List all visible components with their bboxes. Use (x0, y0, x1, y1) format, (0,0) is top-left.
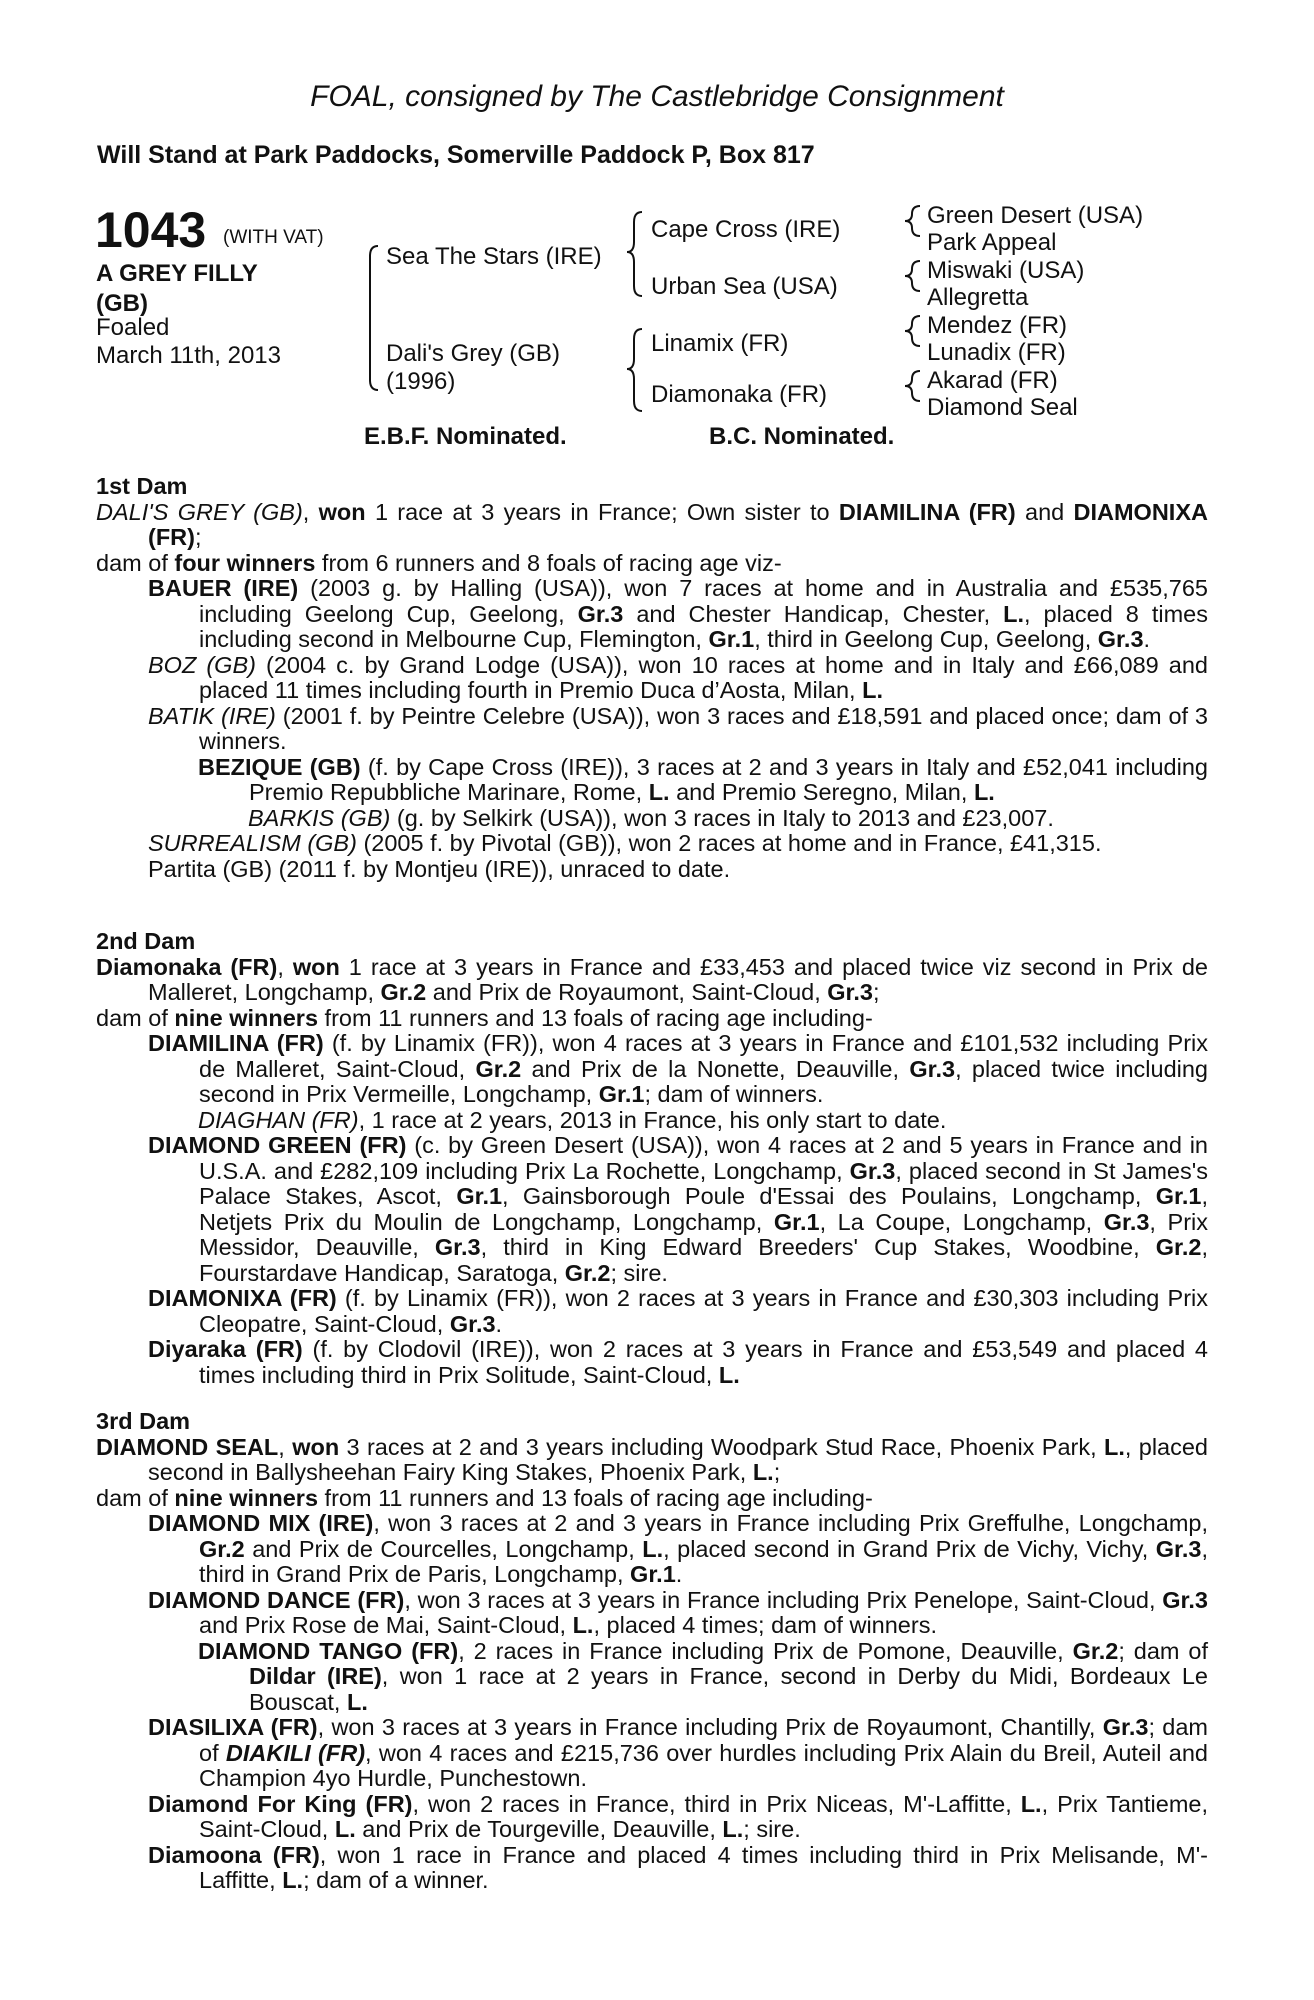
produce-surrealism: SURREALISM (GB) (2005 f. by Pivotal (GB)), won 2 races at home and in France, £41,315. (148, 830, 1102, 856)
brace-gen3-2 (905, 261, 920, 291)
first-dam-summary: DALI'S GREY (GB), won 1 race at 3 years in France; Own sister to DIAMILINA (FR) and DIAMONIXA (FR); (96, 498, 1208, 550)
second-dam-summary: Diamonaka (FR), won 1 race at 3 years in France and £33,453 and placed twice viz second in Prix de Malleret, Longchamp, Gr.2 and Prix de Royaumont, Saint-Cloud, Gr.3; (96, 953, 1209, 1005)
brace-gen2-top (627, 212, 642, 296)
produce-barkis: BARKIS (GB) (g. by Selkirk (USA)), won 3 races in Italy to 2013 and £23,007. (248, 804, 1054, 831)
produce-diamond-tango: DIAMOND TANGO (FR), 2 races in France including Prix de Pomone, Deauville, Gr.2; dam of Dildar (IRE), won 1 race at 2 years in France, second in Derby du Midi, Bordeaux Le Bouscat, L. (198, 1637, 1209, 1715)
dam-name: Dali's Grey (GB) (386, 340, 560, 367)
ancestor-3: Miswaki (USA) (927, 257, 1085, 284)
produce-batik: BATIK (IRE) (2001 f. by Peintre Celebre (USA)), won 3 races and £18,591 and placed once; dam of 3 winners. (148, 702, 1208, 754)
bc-nominated: B.C. Nominated. (709, 423, 895, 450)
second-dam-section (96, 929, 1208, 1388)
produce-diasilixa: DIASILIXA (FR), won 3 races at 3 years in France including Prix de Royaumont, Chantilly, Gr.3; dam of DIAKILI (FR), won 4 races and £215,736 over hurdles including Prix Alain du Breil, Auteil and Champion 4yo Hurdle, Punchestown. (148, 1714, 1208, 1791)
first-dam-section (96, 474, 1208, 882)
produce-diamonixa: DIAMONIXA (FR) (f. by Linamix (FR)), won 2 races at 3 years in France and £30,303 including Prix Cleopatre, Saint-Cloud, Gr.3. (148, 1285, 1208, 1337)
second-dam-produce-summary: dam of nine winners from 11 runners and 13 foals of racing age including- (96, 1004, 873, 1031)
third-dam-heading: 3rd Dam (96, 1408, 191, 1434)
dam-dam: Diamonaka (FR) (651, 381, 828, 408)
third-dam-section (96, 1409, 1208, 1894)
produce-bauer: BAUER (IRE) (2003 g. by Halling (USA)), won 7 races at home and in Australia and £535,765 including Geelong Cup, Geelong, Gr.3 and Chester Handicap, Chester, L., placed 8 times including second in Melbourne Cup, Flemington, Gr.1, third in Geelong Cup, Geelong, Gr.3. (148, 575, 1208, 652)
dam-year: (1996) (386, 368, 456, 395)
produce-diamond-mix: DIAMOND MIX (IRE), won 3 races at 2 and 3 years in France including Prix Greffulhe, Longchamp, Gr.2 and Prix de Courcelles, Longchamp, L., placed second in Grand Prix de Vichy, Vichy, Gr.3, third in Grand Prix de Paris, Longchamp, Gr.1. (148, 1510, 1208, 1587)
ancestor-8: Diamond Seal (927, 394, 1078, 421)
lot-number: 1043 (95, 202, 207, 258)
lot-description-line2: (GB) (96, 290, 148, 317)
ancestor-4: Allegretta (927, 284, 1029, 311)
produce-diamond-for-king: Diamond For King (FR), won 2 races in France, third in Prix Niceas, M'-Laffitte, L., Prix Tantieme, Saint-Cloud, L. and Prix de Tourgeville, Deauville, L.; sire. (148, 1790, 1208, 1842)
brace-gen3-4 (905, 371, 920, 401)
produce-diyaraka: Diyaraka (FR) (f. by Clodovil (IRE)), won 2 races at 3 years in France and £53,549 and placed 4 times including third in Prix Solitude, Saint-Cloud, L. (148, 1336, 1208, 1388)
dam-sire: Linamix (FR) (651, 330, 789, 357)
ancestor-1: Green Desert (USA) (927, 202, 1144, 229)
foaled-label: Foaled (96, 314, 170, 341)
ancestor-5: Mendez (FR) (927, 312, 1068, 339)
third-dam-produce-summary: dam of nine winners from 11 runners and 13 foals of racing age including- (96, 1484, 873, 1511)
produce-diaghan: DIAGHAN (FR), 1 race at 2 years, 2013 in France, his only start to date. (198, 1106, 947, 1133)
ancestor-2: Park Appeal (927, 229, 1057, 256)
sire-sire: Cape Cross (IRE) (651, 216, 841, 243)
vat-label: (WITH VAT) (223, 227, 324, 248)
second-dam-heading: 2nd Dam (96, 928, 196, 954)
brace-gen3-3 (905, 316, 920, 346)
brace-gen3-1 (905, 206, 920, 236)
ancestor-6: Lunadix (FR) (927, 339, 1066, 366)
produce-diamoona: Diamoona (FR), won 1 race in France and placed 4 times including third in Prix Melisande, M'-Laffitte, L.; dam of a winner. (148, 1841, 1209, 1893)
third-dam-summary: DIAMOND SEAL, won 3 races at 2 and 3 years including Woodpark Stud Race, Phoenix Park, L., placed second in Ballysheehan Fairy King Stakes, Phoenix Park, L.; (96, 1433, 1209, 1485)
first-dam-heading: 1st Dam (96, 473, 188, 499)
produce-bezique: BEZIQUE (GB) (f. by Cape Cross (IRE)), 3 races at 2 and 3 years in Italy and £52,041 including Premio Repubbliche Marinare, Rome, L. and Premio Seregno, Milan, L. (198, 753, 1208, 805)
lot-description-line1: A GREY FILLY (96, 260, 258, 287)
produce-boz: BOZ (GB) (2004 c. by Grand Lodge (USA)), won 10 races at home and in Italy and £66,089 and placed 11 times including fourth in Premio Duca d’Aosta, Milan, L. (148, 651, 1208, 703)
produce-diamilina: DIAMILINA (FR) (f. by Linamix (FR)), won 4 races at 3 years in France and £101,532 including Prix de Malleret, Saint-Cloud, Gr.2 and Prix de la Nonette, Deauville, Gr.3, placed twice including second in Prix Vermeille, Longchamp, Gr.1; dam of winners. (148, 1030, 1209, 1107)
ancestor-7: Akarad (FR) (927, 367, 1058, 394)
brace-gen1 (370, 246, 378, 390)
foaled-date: March 11th, 2013 (96, 342, 282, 369)
produce-partita: Partita (GB) (2011 f. by Montjeu (IRE)), unraced to date. (148, 855, 731, 882)
sire-name: Sea The Stars (IRE) (386, 243, 602, 270)
produce-diamond-dance: DIAMOND DANCE (FR), won 3 races at 3 years in France including Prix Penelope, Saint-Cloud, Gr.3 and Prix Rose de Mai, Saint-Cloud, L., placed 4 times; dam of winners. (148, 1586, 1208, 1638)
sire-dam: Urban Sea (USA) (651, 273, 838, 300)
ebf-nominated: E.B.F. Nominated. (364, 423, 567, 450)
first-dam-produce-summary: dam of four winners from 6 runners and 8 foals of racing age viz- (96, 549, 782, 576)
brace-gen2-bottom (627, 329, 642, 411)
page-title: FOAL, consigned by The Castlebridge Consignment (310, 80, 1004, 113)
stand-location: Will Stand at Park Paddocks, Somerville Paddock P, Box 817 (97, 141, 815, 169)
produce-diamond-green: DIAMOND GREEN (FR) (c. by Green Desert (USA)), won 4 races at 2 and 5 years in France and in U.S.A. and £282,109 including Prix La Rochette, Longchamp, Gr.3, placed second in St James's Palace Stakes, Ascot, Gr.1, Gainsborough Poule d'Essai des Poulains, Longchamp, Gr.1, Netjets Prix du Moulin de Longchamp, Longchamp, Gr.1, La Coupe, Longchamp, Gr.3, Prix Messidor, Deauville, Gr.3, third in King Edward Breeders' Cup Stakes, Woodbine, Gr.2, Fourstardave Handicap, Saratoga, Gr.2; sire. (148, 1132, 1208, 1286)
